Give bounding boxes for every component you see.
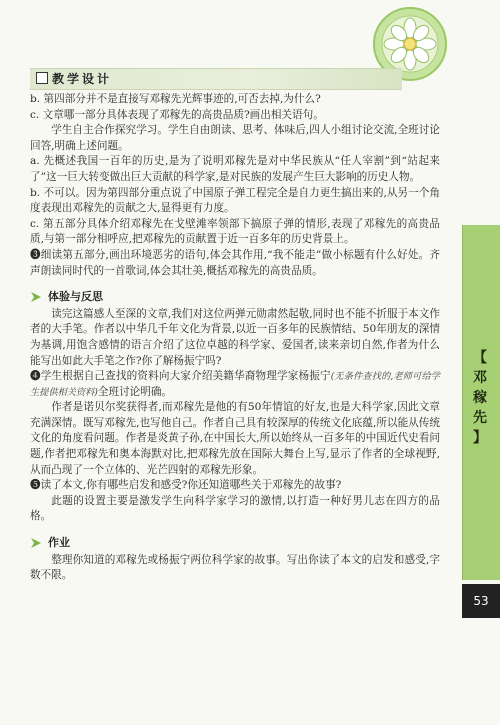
- side-title-char: 邓: [473, 370, 487, 386]
- side-title-char: 稼: [473, 390, 487, 406]
- section-homework-heading: [30, 535, 440, 551]
- section-experience-title: 体验与反思: [48, 290, 103, 304]
- experience-paragraph: 读完这篇感人至深的文章,我们对这位两弹元勋肃然起敬,同时也不能不折服于本文作者的大手笔。作者以中华几千年文化为背景,以近一百多年的民族情结、50年朋友的深情为基调,用饱含感情的语言介绍了这位卓越的科学家、爱国者,读来亲切自然,作者为什么能写出如此大手笔之作?你了解杨振宁吗?: [30, 307, 440, 367]
- side-title-char: 先: [473, 410, 487, 426]
- answer-c: c. 第五部分具体介绍邓稼先在戈壁滩率领部下搞原子弹的情形,表现了邓稼先的高贵品质,与第一部分相呼应,把邓稼先的贡献置于近一百多年的历史背景上。: [30, 217, 440, 246]
- answer-a: a. 先概述我国一百年的历史,是为了说明邓稼先是对中华民族从“任人宰割”到“站起来了”这一巨大转变做出巨大贡献的科学家,是对民族的发展产生巨大影响的历史人物。: [30, 155, 440, 183]
- side-title: [464, 348, 496, 448]
- arrow-marker-icon: [30, 537, 42, 549]
- step-3: ❸细读第五部分,画出环境恶劣的语句,体会其作用,“我不能走”做小标题有什么好处。齐声朗读同时代的一首歌词,体会其壮美,概括邓稼先的高贵品质。: [30, 248, 440, 277]
- step-5: ❺读了本文,你有哪些启发和感受?你还知道哪些关于邓稼先的故事?: [30, 479, 342, 492]
- question-c: c. 文章哪一部分具体表现了邓稼先的高贵品质?画出相关语句。: [30, 108, 324, 121]
- homework-paragraph: 整理你知道的邓稼先或杨振宁两位科学家的故事。写出你读了本文的启发和感受,字数不限。: [30, 553, 440, 582]
- checkbox-square-icon: [36, 72, 48, 84]
- header-title: 教学设计: [52, 72, 113, 86]
- step-4-note: (无条件查找的,老师可给学生提供相关资料): [30, 371, 440, 398]
- answer-b: b. 不可以。因为第四部分重点说了中国原子弹工程完全是自力更生搞出来的,从另一个角度表现出邓稼先的贡献之大,显得更有力度。: [30, 186, 440, 215]
- step-4: [30, 369, 440, 400]
- question-b: b. 第四部分并不是直接写邓稼先光辉事迹的,可否去掉,为什么?: [30, 93, 321, 105]
- step-4-end: 全班讨论明确。: [97, 385, 173, 398]
- step-4-main: ❹学生根据自己查找的资料向大家介绍美籍华裔物理学家杨振宁: [30, 370, 331, 383]
- step-5-purpose: 此题的设置主要是激发学生向科学家学习的激情,以打造一种好男儿志在四方的品格。: [30, 494, 440, 523]
- author-analysis: 作者是诺贝尔奖获得者,而邓稼先是他的有50年情谊的好友,也是大科学家,因此文章充满深情。既写邓稼先,也写他自己。作者自己具有较深厚的传统文化底蕴,所以能从传统文化的角度看问题。作者是炎黄子孙,在中国长大,所以始终从一百多年的中国近代史看问题,作者把邓稼先和奥本海默对比,把邓稼先放在国际大舞台上写,显示了作者的全球视野,从而凸现了一个立体的、光芒四射的邓稼先形象。: [30, 401, 440, 476]
- section-experience-heading: [30, 289, 440, 305]
- arrow-marker-icon: [30, 291, 42, 303]
- section-homework-title: 作业: [48, 536, 70, 550]
- learning-instruction: 学生自主合作探究学习。学生自由朗读、思考、体味后,四人小组讨论交流,全班讨论回答,明确上述问题。: [30, 124, 440, 152]
- page-number: 53: [462, 584, 500, 618]
- main-content: [30, 92, 440, 584]
- side-title-char: 】: [473, 430, 487, 446]
- side-title-char: 【: [473, 350, 487, 366]
